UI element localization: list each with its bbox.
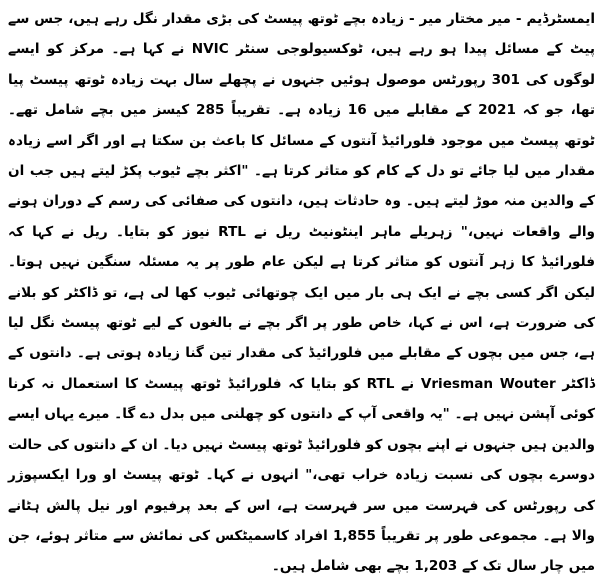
article-body: ایمسٹرڈیم - میر مختار میر - زیادہ بچے ٹوتھ پیسٹ کی بڑی مقدار نگل رہے ہیں، جس سے پیٹ کے مسائل پیدا ہو رہے ہیں، ٹوکسیولوجی سنٹر NVIC نے کہا ہے۔ مرکز کو ایسے لوگوں کی 301 رپورٹس موصول ہوئیں جنہوں نے پچھلے سال بہت زیادہ ٹوتھ پیسٹ پیا تھا، جو کہ 2021 کے مقابلے میں 16 زیادہ ہے۔ تقریباً 285 کیسز میں بچے شامل تھے۔ ٹوتھ پیسٹ میں موجود فلورائیڈ آنتوں کے مسائل کا باعث بن سکتا ہے اور اگر اسے زیادہ مقدار میں لیا جائے تو دل کے کام کو متاثر کرتا ہے۔ "اکثر بچے ٹیوب پکڑ لیتے ہیں جب ان کے والدین منہ موڑ لیتے ہیں۔ وہ حادثات ہیں، دانتوں کی صفائی کی رسم کے دوران ہونے والے واقعات نہیں،" زہریلے ماہر اینٹونیٹ ریل نے RTL نیوز کو بتایا۔ ریل نے کہا کہ فلورائیڈ کا زہر آنتوں کو متاثر کرتا ہے لیکن عام طور پر یہ مسئلہ سنگین نہیں ہوتا۔ لیکن اگر کسی بچے نے ایک ہی بار میں ایک چوتھائی ٹیوب کھا لی ہے، تو ڈاکٹر کو بلانے کی ضرورت ہے، اس نے کہا، خاص طور پر اگر بچے نے بالغوں کے لیے ٹوتھ پیسٹ نگل لیا ہے، جس میں بچوں کے مقابلے میں فلورائیڈ کی مقدار تین گنا زیادہ ہوتی ہے۔ دانتوں کے ڈاکٹر Vriesman Wouter نے RTL کو بتایا کہ فلورائیڈ ٹوتھ پیسٹ کا استعمال نہ کرنا کوئی آپشن نہیں ہے۔ "یہ واقعی آپ کے دانتوں کو چھلنی میں بدل دے گا۔ میرے یہاں ایسے والدین ہیں جنہوں نے اپنے بچوں کو فلورائیڈ ٹوتھ پیسٹ نہیں دیا۔ ان کے دانتوں کی حالت دوسرے بچوں کی نسبت زیادہ خراب تھی،" انہوں نے کہا۔ ٹوتھ پیسٹ او ورا ایکسپوژر کی رپورٹس کی فہرست میں سر فہرست ہے، اس کے بعد پرفیوم اور نیل پالش ہٹانے والا ہے۔ مجموعی طور پر تقریباً 1,855 افراد کاسمیٹکس کی نمائش سے متاثر ہوئے، جن میں چار سال تک کے 1,203 بچے بھی شامل ہیں۔ — [8, 11, 595, 575]
